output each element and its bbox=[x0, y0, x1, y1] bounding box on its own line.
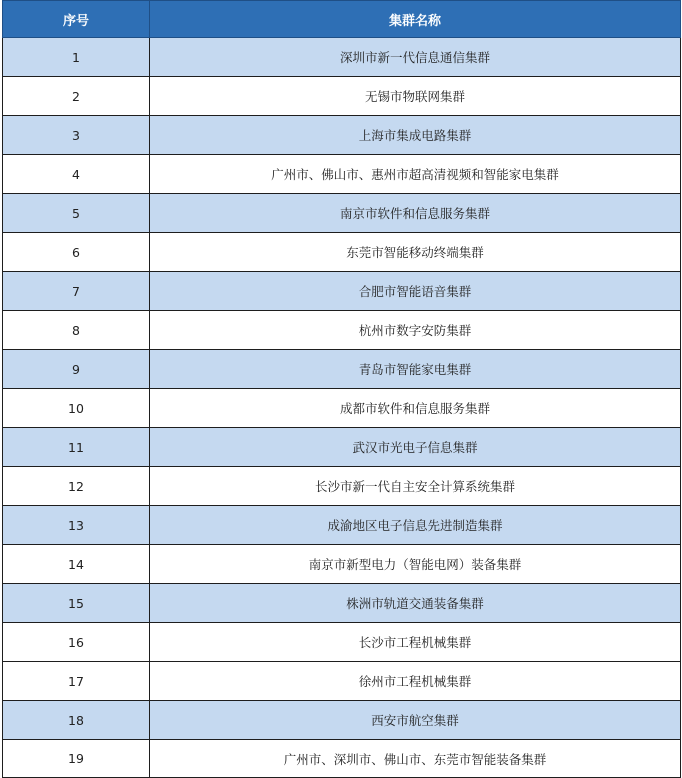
row-cluster-name: 南京市新型电力（智能电网）装备集群 bbox=[150, 545, 681, 584]
row-index: 12 bbox=[3, 467, 150, 506]
table-row bbox=[3, 740, 681, 778]
table-row bbox=[3, 701, 681, 740]
row-cluster-name: 株洲市轨道交通装备集群 bbox=[150, 584, 681, 623]
row-cluster-name: 成渝地区电子信息先进制造集群 bbox=[150, 506, 681, 545]
table-body bbox=[3, 38, 681, 778]
row-index: 15 bbox=[3, 584, 150, 623]
row-cluster-name: 无锡市物联网集群 bbox=[150, 77, 681, 116]
row-index: 11 bbox=[3, 428, 150, 467]
row-cluster-name: 东莞市智能移动终端集群 bbox=[150, 233, 681, 272]
table-row bbox=[3, 155, 681, 194]
row-cluster-name: 徐州市工程机械集群 bbox=[150, 662, 681, 701]
table-row bbox=[3, 623, 681, 662]
table-row bbox=[3, 38, 681, 77]
row-index: 3 bbox=[3, 116, 150, 155]
table-row bbox=[3, 506, 681, 545]
row-index: 5 bbox=[3, 194, 150, 233]
table-row bbox=[3, 389, 681, 428]
table-row bbox=[3, 233, 681, 272]
row-index: 9 bbox=[3, 350, 150, 389]
table-row bbox=[3, 194, 681, 233]
row-cluster-name: 广州市、佛山市、惠州市超高清视频和智能家电集群 bbox=[150, 155, 681, 194]
row-index: 19 bbox=[3, 740, 150, 778]
table-row bbox=[3, 350, 681, 389]
row-index: 4 bbox=[3, 155, 150, 194]
table-row bbox=[3, 272, 681, 311]
row-cluster-name: 青岛市智能家电集群 bbox=[150, 350, 681, 389]
row-cluster-name: 长沙市新一代自主安全计算系统集群 bbox=[150, 467, 681, 506]
row-index: 14 bbox=[3, 545, 150, 584]
row-cluster-name: 上海市集成电路集群 bbox=[150, 116, 681, 155]
table-row bbox=[3, 311, 681, 350]
row-index: 2 bbox=[3, 77, 150, 116]
table-row bbox=[3, 467, 681, 506]
table-row bbox=[3, 428, 681, 467]
header-row bbox=[3, 1, 681, 38]
header-index: 序号 bbox=[3, 1, 150, 38]
row-index: 1 bbox=[3, 38, 150, 77]
row-cluster-name: 杭州市数字安防集群 bbox=[150, 311, 681, 350]
row-index: 17 bbox=[3, 662, 150, 701]
row-cluster-name: 武汉市光电子信息集群 bbox=[150, 428, 681, 467]
row-index: 18 bbox=[3, 701, 150, 740]
table-row bbox=[3, 77, 681, 116]
row-cluster-name: 合肥市智能语音集群 bbox=[150, 272, 681, 311]
row-cluster-name: 广州市、深圳市、佛山市、东莞市智能装备集群 bbox=[150, 740, 681, 778]
table-row bbox=[3, 116, 681, 155]
row-index: 10 bbox=[3, 389, 150, 428]
row-index: 16 bbox=[3, 623, 150, 662]
table-header bbox=[3, 1, 681, 38]
table-row bbox=[3, 545, 681, 584]
row-cluster-name: 西安市航空集群 bbox=[150, 701, 681, 740]
header-cluster-name: 集群名称 bbox=[150, 1, 681, 38]
row-cluster-name: 长沙市工程机械集群 bbox=[150, 623, 681, 662]
row-cluster-name: 深圳市新一代信息通信集群 bbox=[150, 38, 681, 77]
row-cluster-name: 成都市软件和信息服务集群 bbox=[150, 389, 681, 428]
table-row bbox=[3, 662, 681, 701]
row-index: 6 bbox=[3, 233, 150, 272]
table-row bbox=[3, 584, 681, 623]
row-index: 8 bbox=[3, 311, 150, 350]
row-index: 13 bbox=[3, 506, 150, 545]
row-index: 7 bbox=[3, 272, 150, 311]
cluster-table-container bbox=[2, 0, 680, 778]
row-cluster-name: 南京市软件和信息服务集群 bbox=[150, 194, 681, 233]
cluster-table bbox=[2, 0, 681, 778]
